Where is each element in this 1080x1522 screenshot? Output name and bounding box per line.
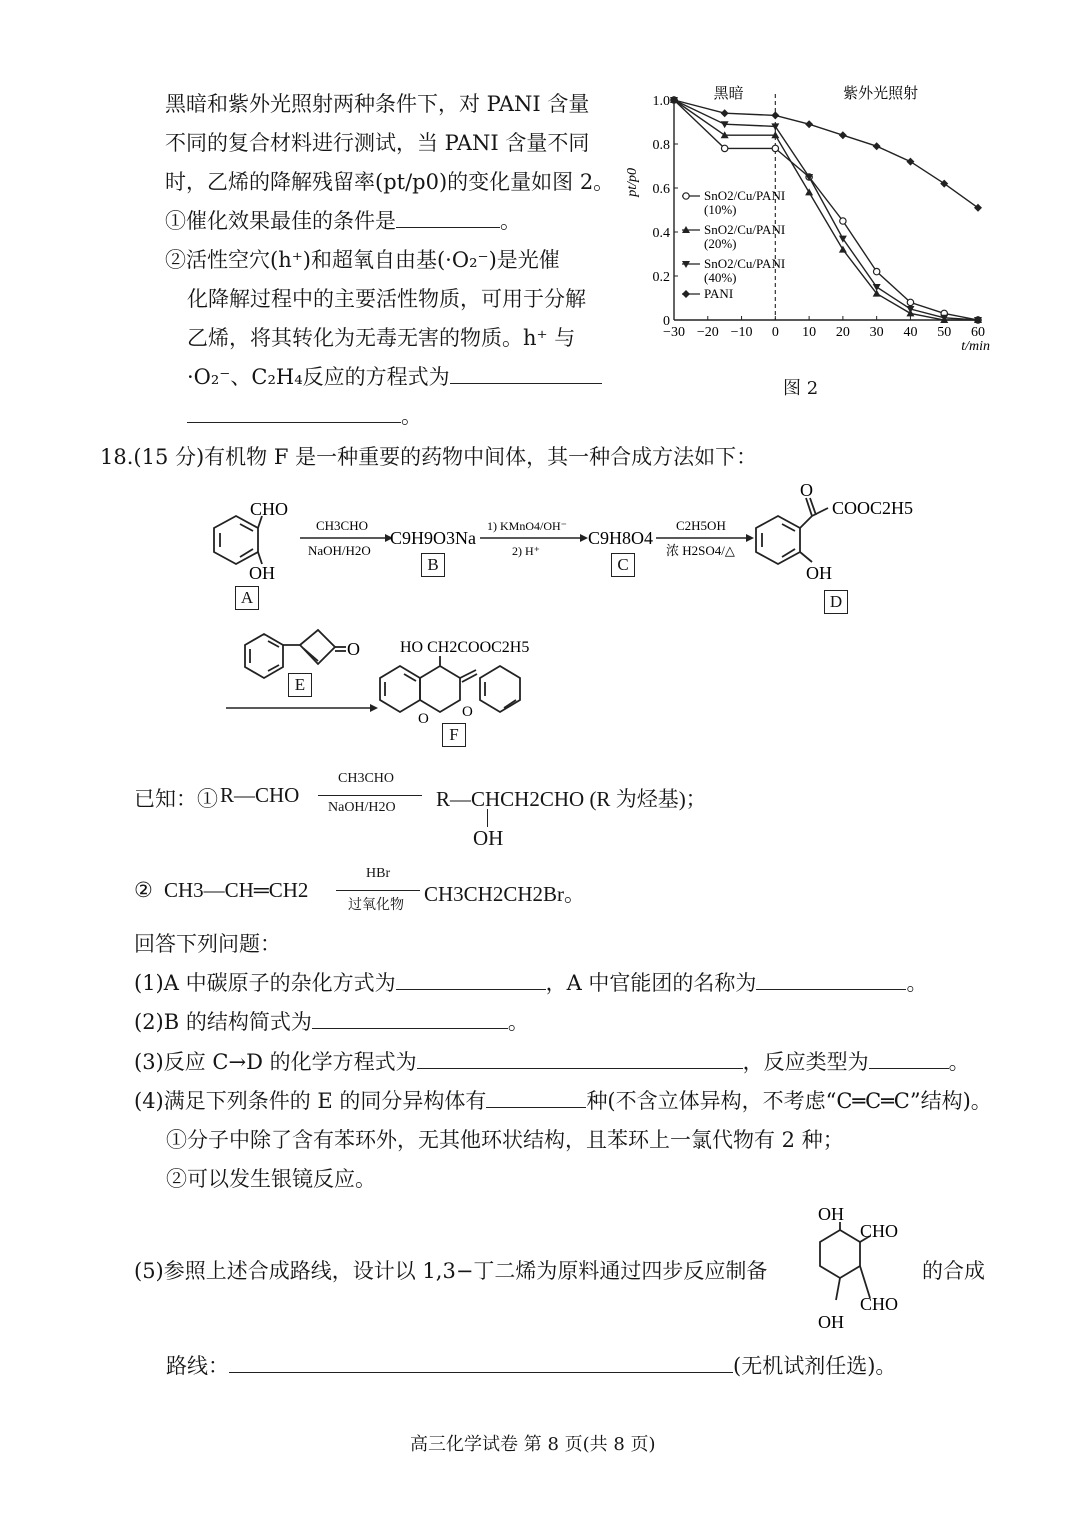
q3-text-b: ，反应类型为: [742, 1050, 869, 1074]
data-point: [840, 218, 846, 224]
question-2-line-2: 化降解过程中的主要活性物质，可用于分解: [187, 287, 586, 311]
answer-blank[interactable]: [417, 1050, 743, 1069]
answer-blank[interactable]: [396, 209, 500, 228]
known-1-bond: [487, 809, 488, 827]
question-2-line-5: [187, 400, 422, 430]
compound-e-structure: [245, 630, 346, 678]
q1-text-c: 。: [906, 971, 928, 995]
legend-label-sub: (10%): [704, 202, 737, 217]
q3-text-a: (3)反应 C→D 的化学方程式为: [134, 1050, 417, 1074]
answer-blank[interactable]: [756, 971, 906, 990]
data-point: [873, 268, 879, 274]
label-c: C: [611, 553, 635, 577]
e-o-label: O: [347, 639, 360, 659]
synthesis-scheme: [0, 480, 1080, 780]
legend-label-sub: (40%): [704, 270, 737, 285]
known-2-bottom-reagent: 过氧化物: [348, 897, 404, 913]
data-point: [772, 145, 778, 151]
data-point: [805, 120, 813, 128]
target-cho-top: CHO: [860, 1221, 899, 1241]
x-tick-label: −30: [663, 325, 685, 340]
label-b: B: [421, 553, 445, 577]
question-1-text: ①催化效果最佳的条件是: [165, 209, 396, 233]
legend-label: SnO2/Cu/PANI: [704, 256, 786, 271]
reagent-1-top: CH3CHO: [316, 518, 369, 533]
x-tick-label: 20: [835, 325, 850, 340]
q4-condition-1: ①分子中除了含有苯环外，无其他环状结构，且苯环上一氯代物有 2 种；: [166, 1128, 844, 1152]
d-oh-label: OH: [806, 563, 832, 583]
answer-blank[interactable]: [396, 971, 546, 990]
question-2-end: 。: [401, 404, 422, 428]
data-point: [683, 193, 689, 199]
x-axis-label: t/min: [961, 339, 990, 354]
data-point: [906, 158, 914, 166]
x-tick-label: 10: [802, 325, 817, 340]
reagent-3-bottom: 浓 H2SO4/△: [666, 543, 735, 558]
known-2-product: CH3CH2CH2Br。: [424, 882, 586, 906]
c-formula: C9H8O4: [588, 528, 654, 548]
known-1-arrow: [318, 795, 422, 796]
q4-text-a: (4)满足下列条件的 E 的同分异构体有: [134, 1089, 487, 1113]
y-tick-label: 0.2: [652, 270, 670, 285]
region-label-dark: 黑暗: [713, 86, 744, 102]
data-point: [839, 246, 847, 253]
y-axis-label: pt/p0: [625, 168, 640, 197]
route-note: (无机试剂任选)。: [733, 1354, 897, 1378]
known-2-top-reagent: HBr: [366, 866, 391, 881]
intro-line-3: 时，乙烯的降解残留率(pt/p0)的变化量如图 2。: [165, 170, 615, 194]
q2-text-b: 。: [507, 1010, 529, 1034]
f-top-label: HO CH2COOC2H5: [400, 639, 530, 656]
target-oh-bottom: OH: [818, 1312, 844, 1332]
answer-blank[interactable]: [869, 1050, 949, 1069]
reagent-3-top: C2H5OH: [676, 518, 726, 533]
label-d: D: [824, 590, 848, 614]
target-oh-top: OH: [818, 1204, 844, 1224]
reagent-2-bottom: 2) H⁺: [512, 544, 540, 558]
route-label: 路线：: [166, 1354, 229, 1378]
question-18-3: [134, 1046, 970, 1076]
f-carbonyl-o-label: O: [462, 704, 473, 720]
answer-blank[interactable]: [229, 1354, 733, 1373]
answer-blank[interactable]: [450, 365, 602, 384]
known-1-oh: OH: [473, 826, 504, 850]
q1-text-a: (1)A 中碳原子的杂化方式为: [134, 971, 396, 995]
question-18-4: [134, 1085, 992, 1115]
x-tick-label: −10: [730, 325, 753, 340]
data-point: [805, 188, 813, 195]
d-o-label: O: [800, 480, 813, 500]
question-18-5-text: (5)参照上述合成路线，设计以 1,3−丁二烯为原料通过四步反应制备: [134, 1259, 768, 1283]
question-18-2: [134, 1006, 529, 1036]
known-2-arrow: [336, 890, 420, 891]
answer-blank[interactable]: [486, 1089, 586, 1108]
intro-line-2: 不同的复合材料进行测试，当 PANI 含量不同: [165, 131, 590, 155]
legend-label: SnO2/Cu/PANI: [704, 188, 786, 203]
question-2-line-3: 乙烯，将其转化为无毒无害的物质。h⁺ 与: [187, 326, 576, 350]
figure-2-chart: [620, 80, 1040, 420]
x-tick-label: 0: [771, 325, 779, 340]
y-tick-label: 1.0: [652, 94, 670, 109]
region-label-uv: 紫外光照射: [843, 86, 919, 102]
answer-intro: 回答下列问题：: [134, 932, 281, 956]
known-1-top-reagent: CH3CHO: [338, 771, 395, 786]
x-tick-label: 60: [971, 325, 985, 340]
legend-label: PANI: [704, 286, 734, 301]
question-18-5-end: 的合成: [922, 1259, 985, 1283]
f-ring-o-label: O: [418, 711, 429, 727]
q18-title: 18.(15 分)有机物 F 是一种重要的药物中间体，其一种合成方法如下：: [100, 445, 758, 469]
y-tick-label: 0.8: [652, 138, 670, 153]
reagent-2-top: 1) KMnO4/OH⁻: [487, 519, 567, 533]
data-point: [873, 142, 881, 150]
intro-line-1: 黑暗和紫外光照射两种条件下，对 PANI 含量: [165, 92, 590, 116]
y-tick-label: 0.4: [652, 226, 670, 241]
compound-d-structure: [756, 498, 828, 564]
data-point: [839, 131, 847, 139]
q2-text-a: (2)B 的结构简式为: [134, 1010, 312, 1034]
question-2-line-1: ②活性空穴(h⁺)和超氧自由基(·O₂⁻)是光催: [165, 248, 560, 272]
data-point: [771, 111, 779, 119]
known-2-reactant: CH3—CH═CH2: [164, 878, 309, 902]
known-label: 已知：①: [134, 787, 218, 811]
legend-label-sub: (20%): [704, 236, 737, 251]
d-ester-label: COOC2H5: [832, 498, 914, 518]
compound-a-structure: [214, 516, 262, 564]
answer-blank[interactable]: [312, 1010, 508, 1029]
data-point: [682, 290, 690, 298]
figure-caption: 图 2: [783, 378, 819, 399]
label-a: A: [235, 586, 259, 610]
data-point: [721, 109, 729, 117]
b-formula: C9H9O3Na: [390, 528, 476, 548]
data-point: [907, 299, 913, 305]
x-tick-label: 40: [903, 325, 918, 340]
answer-blank[interactable]: [187, 404, 401, 423]
data-point: [721, 145, 727, 151]
known-2-number: ②: [134, 878, 153, 902]
x-tick-label: 30: [869, 325, 884, 340]
x-tick-label: 50: [937, 325, 952, 340]
x-tick-label: −20: [696, 325, 719, 340]
legend-label: SnO2/Cu/PANI: [704, 222, 786, 237]
question-2-text: ·O₂⁻、C₂H₄反应的方程式为: [187, 365, 450, 389]
y-tick-label: 0.6: [652, 182, 670, 197]
label-f: F: [442, 723, 466, 747]
question-18-1: [134, 967, 927, 997]
q1-text-b: ，A 中官能团的名称为: [545, 971, 757, 995]
question-18-5-route: [166, 1350, 896, 1380]
known-1-bottom-reagent: NaOH/H2O: [328, 800, 396, 815]
q4-text-b: 种(不含立体异构，不考虑“C═C═C”结构)。: [586, 1089, 992, 1113]
a-cho-label: CHO: [250, 499, 289, 519]
target-molecule: [800, 1200, 920, 1340]
known-1-product: R—CHCH2CHO (R 为烃基)；: [436, 787, 707, 811]
compound-f-structure: [380, 656, 520, 712]
label-e: E: [288, 673, 312, 697]
y-tick-label: 0: [663, 314, 670, 329]
reagent-1-bottom: NaOH/H2O: [308, 543, 371, 558]
question-1-end: 。: [500, 209, 521, 233]
q3-text-c: 。: [948, 1050, 970, 1074]
q4-condition-2: ②可以发生银镜反应。: [166, 1167, 376, 1191]
known-1-reactant: R—CHO: [220, 783, 300, 807]
question-1: [165, 205, 521, 235]
question-2-line-4: [187, 361, 602, 391]
a-oh-label: OH: [249, 563, 275, 583]
target-cho-bottom: CHO: [860, 1294, 899, 1314]
page-footer: 高三化学试卷 第 8 页(共 8 页): [410, 1434, 656, 1455]
